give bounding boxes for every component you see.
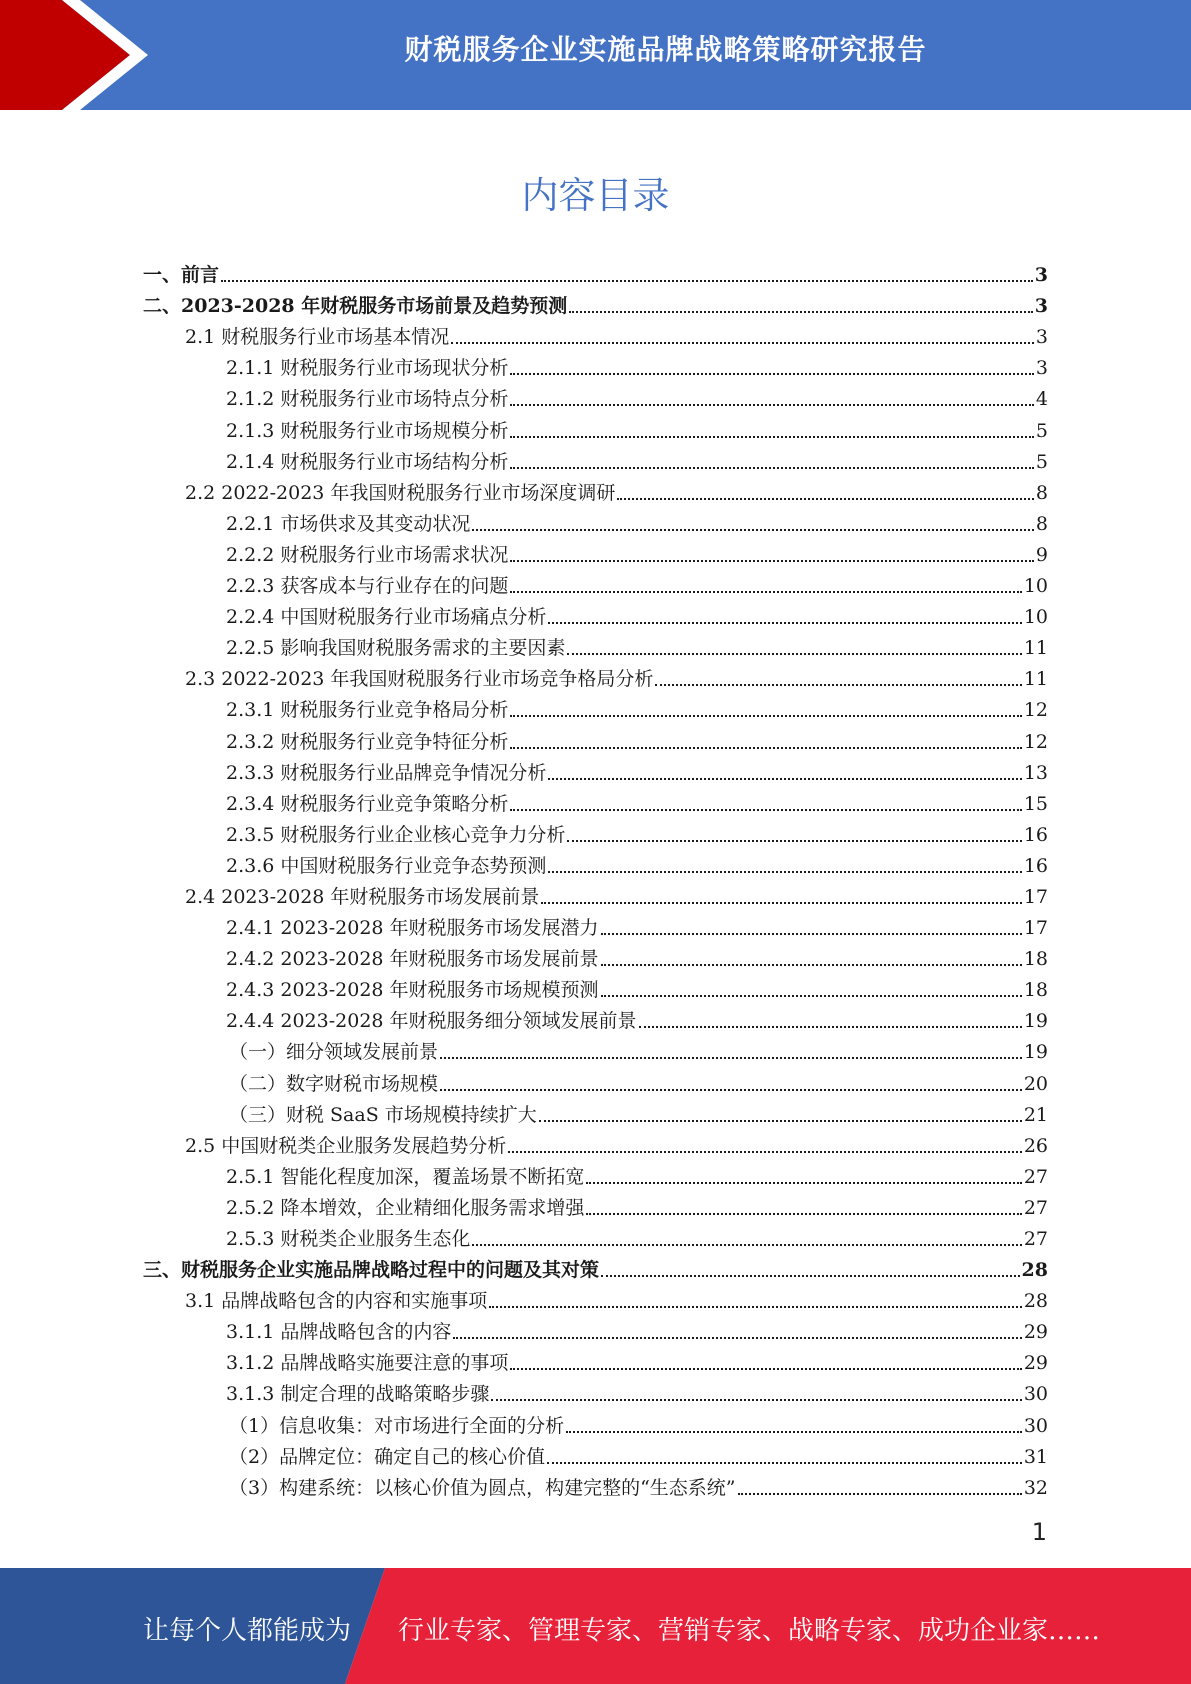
toc-entry-label: 2.1 财税服务行业市场基本情况 [185, 326, 450, 349]
toc-entry-label: 2.2.4 中国财税服务行业市场痛点分析 [226, 606, 547, 629]
toc-entry[interactable] [143, 908, 1048, 939]
toc-entry-label: 2.1.4 财税服务行业市场结构分析 [226, 450, 509, 473]
toc-dot-leader [601, 995, 1022, 997]
toc-entry[interactable] [143, 1032, 1048, 1063]
toc-dot-leader [221, 280, 1033, 282]
toc-dot-leader [440, 1089, 1022, 1091]
toc-dot-leader [655, 684, 1021, 686]
toc-entry-page: 32 [1023, 1476, 1048, 1499]
toc-entry[interactable] [143, 1281, 1048, 1312]
toc-entry-label: 三、财税服务企业实施品牌战略过程中的问题及其对策 [143, 1259, 600, 1282]
toc-entry-page: 27 [1023, 1228, 1048, 1250]
toc-entry-label: 2.2.3 获客成本与行业存在的问题 [226, 575, 509, 598]
toc-entry-label: 3.1 品牌战略包含的内容和实施事项 [185, 1290, 488, 1313]
toc-entry[interactable] [143, 1437, 1048, 1468]
toc-entry[interactable] [143, 348, 1048, 379]
toc-title: 内容目录 [521, 174, 670, 217]
toc-entry-label: （3）构建系统：以核心价值为圆点，构建完整的“生态系统” [229, 1476, 736, 1499]
toc-entry[interactable] [143, 1343, 1048, 1374]
toc-entry-label: 2.5.2 降本增效，企业精细化服务需求增强 [226, 1196, 585, 1219]
toc-entry-label: 2.4.4 2023-2028 年财税服务细分领域发展前景 [226, 1010, 637, 1033]
toc-entry-page: 3 [1034, 295, 1048, 318]
toc-dot-leader [617, 498, 1033, 500]
toc-entry-page: 3 [1035, 357, 1048, 380]
toc-entry[interactable] [143, 473, 1048, 504]
toc-dot-leader [510, 809, 1021, 811]
toc-entry-page: 5 [1035, 419, 1048, 442]
toc-entry-page: 20 [1023, 1072, 1048, 1095]
toc-entry-label: 二、2023-2028 年财税服务市场前景及趋势预测 [143, 295, 568, 318]
toc-entry-page: 10 [1023, 606, 1048, 629]
toc-entry-page: 15 [1023, 792, 1048, 815]
toc-entry-label: 2.1.1 财税服务行业市场现状分析 [226, 357, 509, 380]
toc-dot-leader [510, 747, 1021, 749]
toc-dot-leader [508, 1151, 1022, 1153]
toc-entry[interactable] [143, 1468, 1048, 1499]
toc-entry-page: 8 [1035, 512, 1048, 535]
toc-entry[interactable] [143, 690, 1048, 721]
toc-dot-leader [539, 1120, 1022, 1122]
toc-entry[interactable] [143, 255, 1048, 286]
toc-entry-page: 29 [1023, 1321, 1048, 1344]
toc-dot-leader [548, 871, 1021, 873]
toc-entry[interactable] [143, 1157, 1048, 1188]
toc-entry[interactable] [143, 1001, 1048, 1032]
toc-entry-label: 2.3.3 财税服务行业品牌竞争情况分析 [226, 761, 547, 784]
toc-entry-label: 2.5.3 财税类企业服务生态化 [226, 1228, 471, 1250]
toc-entry-label: 3.1.2 品牌战略实施要注意的事项 [226, 1352, 509, 1375]
toc-entry-label: 2.1.3 财税服务行业市场规模分析 [226, 419, 509, 442]
toc-entry-label: 3.1.3 制定合理的战略策略步骤 [226, 1383, 490, 1406]
toc-entry-page: 18 [1023, 948, 1048, 971]
toc-entry-page: 31 [1023, 1445, 1048, 1468]
toc-entry-label: 2.5.1 智能化程度加深，覆盖场景不断拓宽 [226, 1165, 585, 1188]
table-of-contents [143, 255, 1048, 1499]
toc-entry[interactable] [143, 1188, 1048, 1219]
toc-entry-page: 16 [1023, 823, 1048, 846]
toc-entry[interactable] [143, 815, 1048, 846]
toc-entry-page: 4 [1035, 388, 1048, 411]
toc-entry[interactable] [143, 1219, 1048, 1250]
toc-entry-page: 21 [1023, 1103, 1048, 1126]
toc-entry-label: 2.2 2022-2023 年我国财税服务行业市场深度调研 [185, 481, 616, 504]
toc-entry-page: 8 [1035, 481, 1048, 504]
toc-entry-label: 2.3 2022-2023 年我国财税服务行业市场竞争格局分析 [185, 668, 654, 691]
header-banner [0, 0, 1191, 110]
footer-slogan-right: 行业专家、管理专家、营销专家、战略专家、成功企业家…… [398, 1616, 1101, 1646]
toc-entry-label: 2.2.2 财税服务行业市场需求状况 [226, 543, 509, 566]
toc-entry-page: 18 [1023, 979, 1048, 1002]
toc-entry-page: 19 [1023, 1041, 1048, 1064]
toc-entry-page: 26 [1023, 1134, 1048, 1157]
toc-dot-leader [569, 311, 1033, 313]
toc-dot-leader [489, 1306, 1022, 1308]
toc-dot-leader [510, 467, 1034, 469]
toc-entry-label: 2.3.6 中国财税服务行业竞争态势预测 [226, 854, 547, 877]
toc-entry-page: 10 [1023, 575, 1048, 598]
toc-entry[interactable] [143, 721, 1048, 752]
toc-entry-label: 2.4 2023-2028 年财税服务市场发展前景 [185, 885, 540, 908]
toc-entry[interactable] [143, 970, 1048, 1001]
toc-entry[interactable] [143, 597, 1048, 628]
toc-dot-leader [451, 342, 1034, 344]
toc-dot-leader [639, 1026, 1022, 1028]
footer-slogan-left: 让每个人都能成为 [143, 1616, 352, 1646]
toc-entry-label: 2.2.5 影响我国财税服务需求的主要因素 [226, 637, 566, 660]
toc-entry-label: 2.3.2 财税服务行业竞争特征分析 [226, 730, 509, 753]
toc-entry[interactable] [143, 1126, 1048, 1157]
toc-dot-leader [510, 1368, 1021, 1370]
report-title: 财税服务企业实施品牌战略策略研究报告 [404, 33, 927, 66]
toc-entry[interactable] [143, 317, 1048, 348]
toc-entry-label: （1）信息收集：对市场进行全面的分析 [229, 1414, 565, 1437]
toc-dot-leader [510, 404, 1034, 406]
toc-entry-label: 2.1.2 财税服务行业市场特点分析 [226, 388, 509, 411]
toc-entry[interactable] [143, 877, 1048, 908]
toc-dot-leader [548, 622, 1021, 624]
toc-entry-page: 27 [1023, 1165, 1048, 1188]
toc-dot-leader [510, 715, 1021, 717]
toc-entry-page: 30 [1023, 1414, 1048, 1437]
toc-dot-leader [567, 840, 1021, 842]
toc-entry[interactable] [143, 753, 1048, 784]
toc-entry[interactable] [143, 442, 1048, 473]
toc-entry-label: 一、前言 [143, 264, 220, 287]
toc-entry-label: （一）细分领域发展前景 [229, 1041, 439, 1064]
toc-entry-page: 11 [1023, 637, 1048, 660]
toc-entry-label: 2.3.1 财税服务行业竞争格局分析 [226, 699, 509, 722]
toc-entry-page: 13 [1023, 761, 1048, 784]
toc-entry[interactable] [143, 1250, 1048, 1281]
toc-entry-label: 2.3.4 财税服务行业竞争策略分析 [226, 792, 509, 815]
toc-dot-leader [567, 653, 1021, 655]
toc-entry-label: 2.2.1 市场供求及其变动状况 [226, 512, 471, 535]
toc-entry[interactable] [143, 504, 1048, 535]
toc-entry[interactable] [143, 566, 1048, 597]
toc-entry-page: 11 [1023, 668, 1048, 691]
toc-entry-page: 30 [1023, 1383, 1048, 1406]
toc-dot-leader [510, 373, 1034, 375]
toc-entry[interactable] [143, 628, 1048, 659]
toc-entry-label: 2.3.5 财税服务行业企业核心竞争力分析 [226, 823, 566, 846]
toc-dot-leader [472, 529, 1034, 531]
toc-entry-page: 19 [1023, 1010, 1048, 1033]
toc-entry[interactable] [143, 1405, 1048, 1436]
toc-dot-leader [547, 1462, 1022, 1464]
toc-entry[interactable] [143, 1312, 1048, 1343]
toc-dot-leader [601, 1275, 1020, 1277]
toc-entry-label: 2.4.2 2023-2028 年财税服务市场发展前景 [226, 948, 599, 971]
toc-entry-page: 12 [1023, 730, 1048, 753]
toc-entry[interactable] [143, 379, 1048, 410]
toc-entry[interactable] [143, 1063, 1048, 1094]
toc-entry-page: 3 [1035, 326, 1048, 349]
toc-entry-label: （2）品牌定位：确定自己的核心价值 [229, 1445, 546, 1468]
toc-entry[interactable] [143, 410, 1048, 441]
toc-dot-leader [440, 1057, 1022, 1059]
toc-entry-page: 28 [1021, 1259, 1048, 1282]
toc-entry-page: 17 [1023, 917, 1048, 940]
toc-entry[interactable] [143, 535, 1048, 566]
toc-dot-leader [472, 1244, 1021, 1246]
toc-entry-label: 2.4.1 2023-2028 年财税服务市场发展潜力 [226, 917, 599, 940]
toc-entry-label: 3.1.1 品牌战略包含的内容 [226, 1321, 452, 1344]
toc-dot-leader [510, 560, 1034, 562]
toc-entry-page: 28 [1023, 1290, 1048, 1313]
toc-dot-leader [601, 933, 1022, 935]
toc-entry[interactable] [143, 286, 1048, 317]
toc-dot-leader [510, 436, 1034, 438]
toc-dot-leader [510, 591, 1021, 593]
toc-entry-page: 9 [1035, 543, 1048, 566]
toc-dot-leader [453, 1337, 1021, 1339]
toc-entry-label: （二）数字财税市场规模 [229, 1072, 439, 1095]
toc-entry-label: 2.5 中国财税类企业服务发展趋势分析 [185, 1134, 507, 1157]
toc-entry-page: 16 [1023, 854, 1048, 877]
toc-dot-leader [491, 1399, 1021, 1401]
toc-dot-leader [586, 1182, 1021, 1184]
toc-entry-page: 29 [1023, 1352, 1048, 1375]
toc-dot-leader [566, 1431, 1022, 1433]
toc-entry-label: 2.4.3 2023-2028 年财税服务市场规模预测 [226, 979, 599, 1002]
toc-dot-leader [548, 778, 1021, 780]
toc-entry-page: 27 [1023, 1196, 1048, 1219]
footer-banner [0, 1568, 1191, 1684]
toc-entry[interactable] [143, 784, 1048, 815]
toc-entry[interactable] [143, 846, 1048, 877]
toc-dot-leader [586, 1213, 1021, 1215]
toc-dot-leader [738, 1493, 1022, 1495]
toc-entry-page: 17 [1023, 885, 1048, 908]
toc-entry[interactable] [143, 939, 1048, 970]
toc-entry-page: 3 [1034, 264, 1048, 287]
toc-entry-page: 12 [1023, 699, 1048, 722]
toc-entry[interactable] [143, 659, 1048, 690]
toc-entry-page: 5 [1035, 450, 1048, 473]
toc-dot-leader [601, 964, 1022, 966]
toc-entry[interactable] [143, 1095, 1048, 1126]
toc-entry[interactable] [143, 1374, 1048, 1405]
toc-dot-leader [541, 902, 1021, 904]
page-number: 1 [1031, 1518, 1047, 1546]
toc-entry-label: （三）财税 SaaS 市场规模持续扩大 [229, 1103, 537, 1126]
